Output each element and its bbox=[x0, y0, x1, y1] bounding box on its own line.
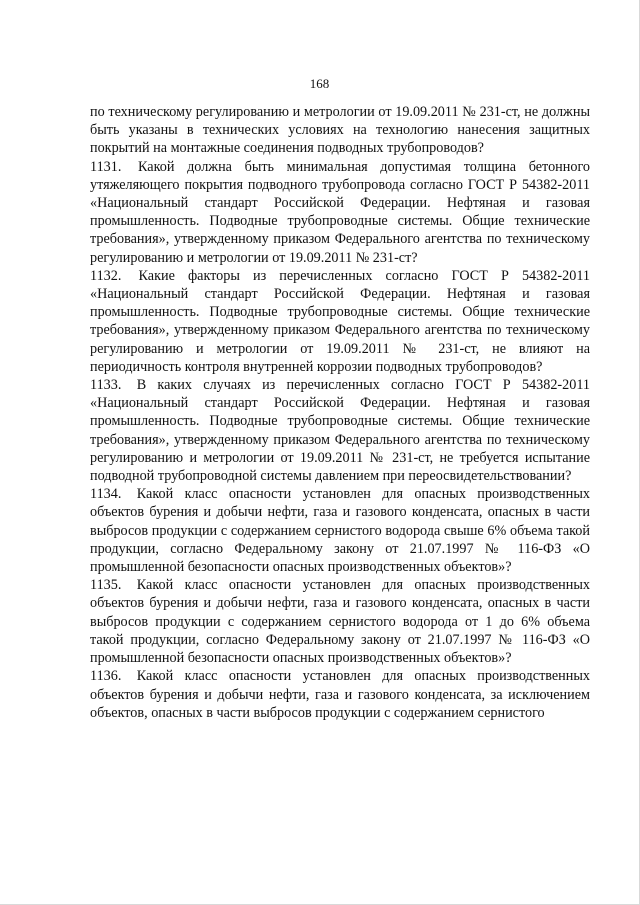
question-text: Какие факторы из перечисленных согласно ГОСТ Р 54382-2011 «Национальный стандарт Российской Федерации. Нефтяная и газовая промышленность. Подводные трубопроводные системы. Общие технические требования», утвержденному приказом Федерального агентства по техническому регулированию и метрологии от 19.09.2011 № 231-ст, не влияют на периодичность контроля внутренней коррозии подводных трубопроводов? bbox=[90, 267, 590, 375]
question-1133 bbox=[90, 376, 590, 485]
question-text: Какой должна быть минимальная допустимая толщина бетонного утяжеляющего покрытия подводного трубопровода согласно ГОСТ Р 54382-2011 «Национальный стандарт Российской Федерации. Нефтяная и газовая промышленность. Подводные трубопроводные системы. Общие технические требования», утвержденному приказом Федерального агентства по техническому регулированию и метрологии от 19.09.2011 № 231-ст? bbox=[90, 158, 590, 266]
page-number: 168 bbox=[309, 76, 330, 91]
question-number: 1131. bbox=[90, 158, 122, 175]
question-number: 1133. bbox=[90, 377, 122, 394]
question-number: 1136. bbox=[90, 668, 122, 685]
question-number: 1132. bbox=[90, 267, 122, 284]
question-text: Какой класс опасности установлен для опасных производственных объектов бурения и добычи нефти, газа и газового конденсата, опасных в части выбросов продукции с содержанием сернистого водорода свыше 6% объема такой продукции, согласно Федеральному закону от 21.07.1997 № 116-ФЗ «О промышленной безопасности опасных производственных объектов»? bbox=[90, 486, 590, 576]
question-number: 1135. bbox=[90, 577, 122, 594]
question-1136 bbox=[90, 667, 590, 722]
question-1131 bbox=[90, 158, 590, 267]
paragraph-text: по техническому регулированию и метрологии от 19.09.2011 № 231-ст, не должны быть указаны в технических условиях на технологию нанесения защитных покрытий на монтажные соединения подводных трубопроводов? bbox=[90, 104, 590, 157]
page-content bbox=[90, 103, 590, 722]
question-number: 1134. bbox=[90, 486, 122, 503]
question-text: Какой класс опасности установлен для опасных производственных объектов бурения и добычи нефти, газа и газового конденсата, опасных в части выбросов продукции с содержанием сернистого водорода от 1 до 6% объема такой продукции, согласно Федеральному закону от 21.07.1997 № 116-ФЗ «О промышленной безопасности опасных производственных объектов»? bbox=[90, 577, 590, 667]
question-1134 bbox=[90, 485, 590, 576]
question-1132 bbox=[90, 267, 590, 376]
question-1135 bbox=[90, 576, 590, 667]
question-text: Какой класс опасности установлен для опасных производственных объектов бурения и добычи нефти, газа и газового конденсата, за исключением объектов, опасных в части выбросов продукции с содержанием сернистого bbox=[90, 668, 590, 721]
question-text: В каких случаях из перечисленных согласно ГОСТ Р 54382-2011 «Национальный стандарт Российской Федерации. Нефтяная и газовая промышленность. Подводные трубопроводные системы. Общие технические требования», утвержденному приказом Федерального агентства по техническому регулированию и метрологии от 19.09.2011 № 231-ст, не требуется испытание подводной трубопроводной системы давлением при переосвидетельствовании? bbox=[90, 377, 590, 485]
paragraph-continuation bbox=[90, 103, 590, 158]
